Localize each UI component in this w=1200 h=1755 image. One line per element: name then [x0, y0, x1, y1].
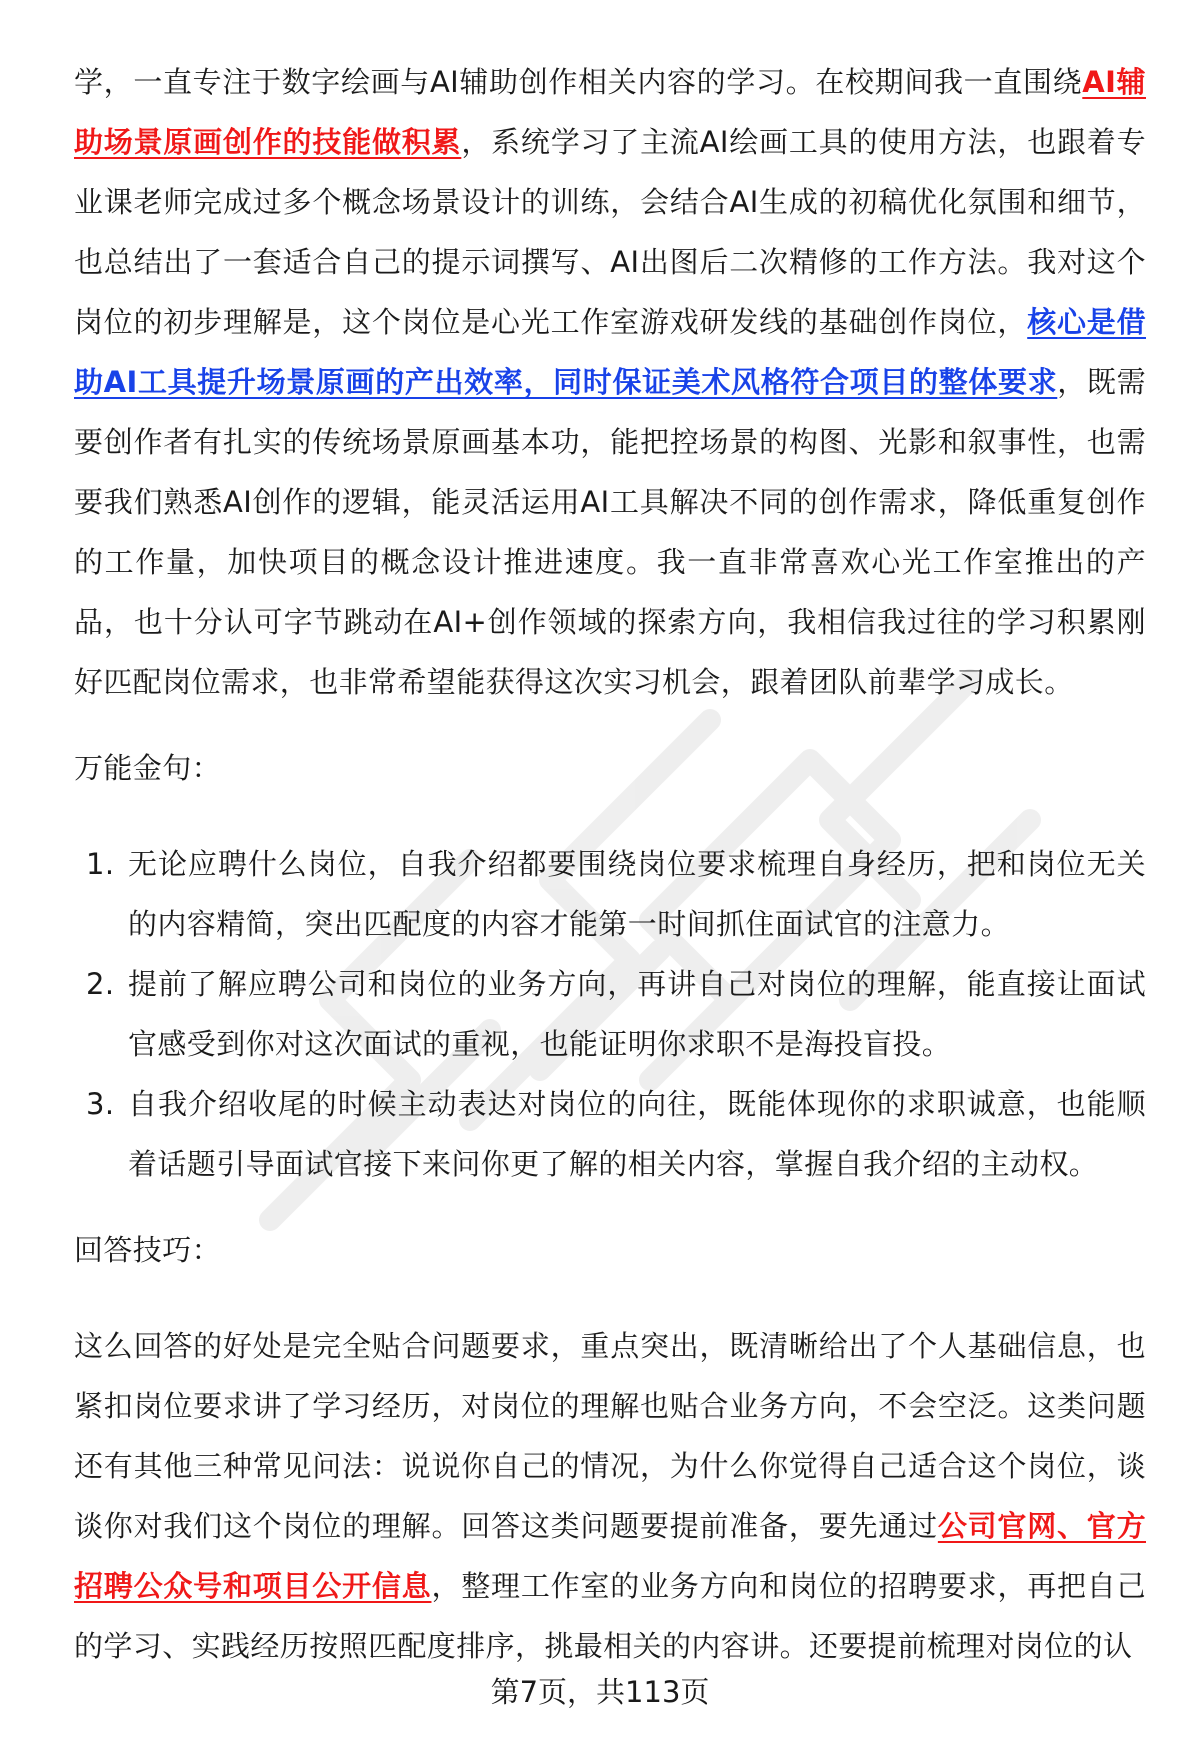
- list-item-number: 1.: [86, 847, 115, 881]
- list-item: [74, 834, 1146, 954]
- answer-tips-paragraph: [74, 1316, 1146, 1676]
- answer-tips-heading: 回答技巧：: [74, 1233, 222, 1267]
- list-item-text: 提前了解应聘公司和岗位的业务方向，再讲自己对岗位的理解，能直接让面试官感受到你对这次面试的重视，也能证明你求职不是海投盲投。: [128, 967, 1146, 1061]
- golden-sentences-heading: 万能金句：: [74, 751, 222, 785]
- intro-text-2: ，系统学习了主流AI绘画工具的使用方法，也跟着专业课老师完成过多个概念场景设计的训练，会结合AI生成的初稿优化氛围和细节，也总结出了一套适合自己的提示词撰写、AI出图后二次精修的工作方法。我对这个岗位的初步理解是，这个岗位是心光工作室游戏研发线的基础创作岗位，: [74, 125, 1146, 339]
- document-body: [74, 52, 1146, 1676]
- tips-text-2: ，整理工作室的业务方向和岗位的招聘要求，再把自己的学习、实践经历按照匹配度排序，挑最相关的内容讲。还要提前梳理对岗位的认: [74, 1569, 1146, 1663]
- list-item-text: 无论应聘什么岗位，自我介绍都要围绕岗位要求梳理自身经历，把和岗位无关的内容精简，突出匹配度的内容才能第一时间抓住面试官的注意力。: [128, 847, 1146, 941]
- list-item-number: 2.: [86, 967, 115, 1001]
- list-item-text: 自我介绍收尾的时候主动表达对岗位的向往，既能体现你的求职诚意，也能顺着话题引导面试官接下来问你更了解的相关内容，掌握自我介绍的主动权。: [128, 1087, 1146, 1181]
- tips-text-1: 这么回答的好处是完全贴合问题要求，重点突出，既清晰给出了个人基础信息，也紧扣岗位要求讲了学习经历，对岗位的理解也贴合业务方向，不会空泛。这类问题还有其他三种常见问法：说说你自己的情况，为什么你觉得自己适合这个岗位，谈谈你对我们这个岗位的理解。回答这类问题要提前准备，要先通过: [74, 1329, 1146, 1543]
- highlight-info-sources: 公司官网、官方招聘公众号和项目公开信息: [74, 1509, 1146, 1603]
- intro-text-3: ，既需要创作者有扎实的传统场景原画基本功，能把控场景的构图、光影和叙事性，也需要我们熟悉AI创作的逻辑，能灵活运用AI工具解决不同的创作需求，降低重复创作的工作量，加快项目的概念设计推进速度。我一直非常喜欢心光工作室推出的产品，也十分认可字节跳动在AI+创作领域的探索方向，我相信我过往的学习积累刚好匹配岗位需求，也非常希望能获得这次实习机会，跟着团队前辈学习成长。: [74, 365, 1146, 699]
- intro-text-1: 学，一直专注于数字绘画与AI辅助创作相关内容的学习。在校期间我一直围绕: [74, 65, 1083, 99]
- list-item: [74, 954, 1146, 1074]
- page-number-footer: 第7页，共113页: [490, 1675, 710, 1709]
- highlight-skill-accumulation: AI辅助场景原画创作的技能做积累: [74, 65, 1146, 159]
- list-item-number: 3.: [86, 1087, 115, 1121]
- list-item: [74, 1074, 1146, 1194]
- highlight-role-core: 核心是借助AI工具提升场景原画的产出效率，同时保证美术风格符合项目的整体要求: [74, 305, 1146, 399]
- intro-paragraph: [74, 52, 1146, 712]
- golden-sentences-list: [74, 834, 1146, 1194]
